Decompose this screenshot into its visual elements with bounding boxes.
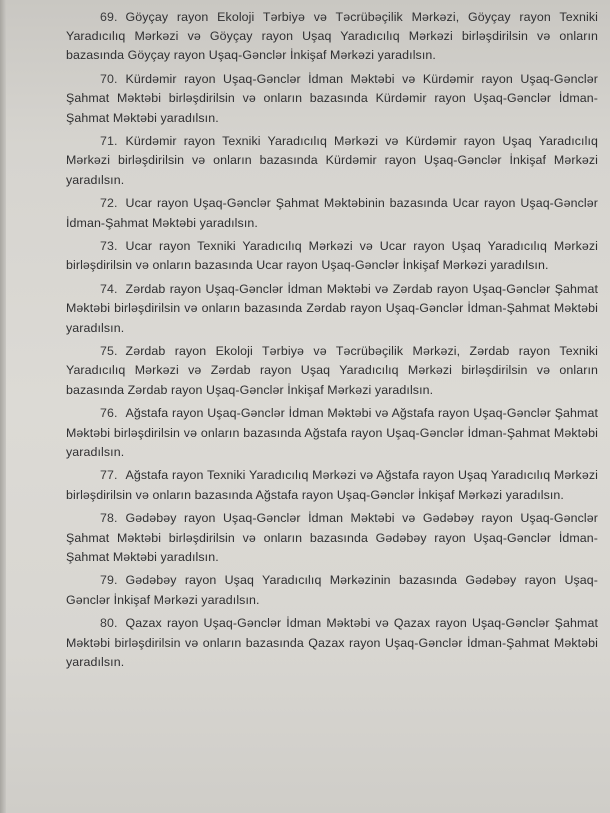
item-text: Gədəbəy rayon Uşaq-Gənclər İdman Məktəbi və Gədəbəy rayon Uşaq-Gənclər Şahmat Məktəbi birləşdirilsin və onların bazasında Gədəbəy rayon Uşaq-Gənclər İdman-Şahmat Məktəbi yaradılsın.	[66, 511, 598, 564]
list-item	[66, 237, 598, 275]
item-number: 79.	[100, 573, 118, 588]
item-text: Ağstafa rayon Texniki Yaradıcılıq Mərkəzi və Ağstafa rayon Uşaq Yaradıcılıq Mərkəzi birləşdirilsin və onların bazasında Ağstafa rayon Uşaq-Gənclər İnkişaf Mərkəzi yaradılsın.	[66, 468, 598, 502]
item-number: 73.	[100, 239, 118, 254]
list-item	[66, 614, 598, 672]
item-text: Ağstafa rayon Uşaq-Gənclər İdman Məktəbi və Ağstafa rayon Uşaq-Gənclər Şahmat Məktəbi birləşdirilsin və onların bazasında Ağstafa rayon Uşaq-Gənclər İdman-Şahmat Məktəbi yaradılsın.	[66, 406, 598, 459]
item-number: 78.	[100, 511, 118, 526]
list-item	[66, 8, 598, 66]
item-text: Gədəbəy rayon Uşaq Yaradıcılıq Mərkəzinin bazasında Gədəbəy rayon Uşaq-Gənclər İnkişaf Mərkəzi yaradılsın.	[66, 573, 598, 607]
item-number: 70.	[100, 72, 118, 87]
list-item	[66, 280, 598, 338]
list-item	[66, 404, 598, 462]
item-text: Kürdəmir rayon Uşaq-Gənclər İdman Məktəbi və Kürdəmir rayon Uşaq-Gənclər Şahmat Məktəbi birləşdirilsin və onların bazasında Kürdəmir rayon Uşaq-Gənclər İdman-Şahmat Məktəbi yaradılsın.	[66, 72, 598, 125]
item-text: Qazax rayon Uşaq-Gənclər İdman Məktəbi və Qazax rayon Uşaq-Gənclər Şahmat Məktəbi birləşdirilsin və onların bazasında Qazax rayon Uşaq-Gənclər İdman-Şahmat Məktəbi yaradılsın.	[66, 616, 598, 669]
list-item	[66, 70, 598, 128]
list-item	[66, 132, 598, 190]
item-text: Ucar rayon Uşaq-Gənclər Şahmat Məktəbinin bazasında Ucar rayon Uşaq-Gənclər İdman-Şahmat Məktəbi yaradılsın.	[66, 196, 598, 230]
item-number: 75.	[100, 344, 118, 359]
decree-text	[66, 8, 598, 677]
item-number: 77.	[100, 468, 118, 483]
item-text: Zərdab rayon Uşaq-Gənclər İdman Məktəbi və Zərdab rayon Uşaq-Gənclər Şahmat Məktəbi birləşdirilsin və onların bazasında Zərdab rayon Uşaq-Gənclər İdman-Şahmat Məktəbi yaradılsın.	[66, 282, 598, 335]
item-number: 69.	[100, 10, 118, 24]
item-number: 76.	[100, 406, 118, 421]
item-text: Zərdab rayon Ekoloji Tərbiyə və Təcrübəçilik Mərkəzi, Zərdab rayon Texniki Yaradıcılıq Mərkəzi və Zərdab rayon Uşaq Yaradıcılıq Mərkəzi birləşdirilsin və onların bazasında Zərdab rayon Uşaq-Gənclər İnkişaf Mərkəzi yaradılsın.	[66, 344, 598, 397]
item-number: 72.	[100, 196, 118, 211]
item-text: Göyçay rayon Ekoloji Tərbiyə və Təcrübəçilik Mərkəzi, Göyçay rayon Texniki Yaradıcılıq Mərkəzi və Göyçay rayon Uşaq Yaradıcılıq Mərkəzi birləşdirilsin və onların bazasında Göyçay rayon Uşaq-Gənclər İnkişaf Mərkəzi yaradılsın.	[66, 10, 598, 63]
item-text: Ucar rayon Texniki Yaradıcılıq Mərkəzi və Ucar rayon Uşaq Yaradıcılıq Mərkəzi birləşdirilsin və onların bazasında Ucar rayon Uşaq-Gənclər İnkişaf Mərkəzi yaradılsın.	[66, 239, 598, 273]
item-number: 71.	[100, 134, 118, 149]
item-text: Kürdəmir rayon Texniki Yaradıcılıq Mərkəzi və Kürdəmir rayon Uşaq Yaradıcılıq Mərkəzi birləşdirilsin və onların bazasında Kürdəmir rayon Uşaq-Gənclər İnkişaf Mərkəzi yaradılsın.	[66, 134, 598, 187]
list-item	[66, 194, 598, 232]
list-item	[66, 466, 598, 504]
list-item	[66, 342, 598, 400]
list-item	[66, 571, 598, 609]
item-number: 74.	[100, 282, 118, 297]
item-number: 80.	[100, 616, 118, 631]
list-item	[66, 509, 598, 567]
page-edge-shadow	[0, 0, 6, 813]
